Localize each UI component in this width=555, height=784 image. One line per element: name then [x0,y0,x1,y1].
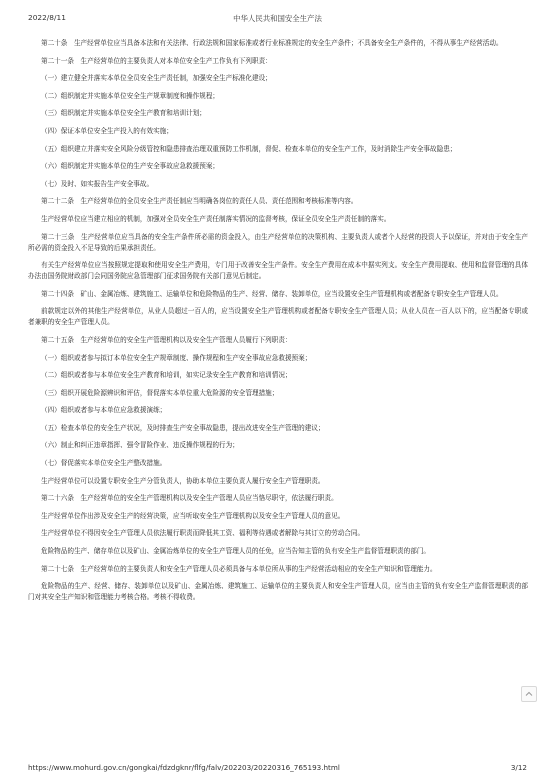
paragraph: （七）督促落实本单位安全生产整改措施。 [41,459,167,468]
source-url: https://www.mohurd.gov.cn/gongkai/fdzdgknr/flfg/falv/202203/20220316_765193.html [28,763,340,772]
paragraph: 生产经营单位不得因安全生产管理人员依法履行职责而降低其工资、福利等待遇或者解除与其订立的劳动合同。 [41,529,365,538]
scroll-to-top-button[interactable] [521,686,537,702]
paragraph: 前款规定以外的其他生产经营单位，从业人员超过一百人的，应当设置安全生产管理机构或者配备专职安全生产管理人员；从业人员在一百人以下的，应当配备专职或者兼职的安全生产管理人员。 [28,307,528,327]
paragraph: 第二十七条 生产经营单位的主要负责人和安全生产管理人员必须具备与本单位所从事的生产经营活动相应的安全生产知识和管理能力。 [41,564,437,573]
paragraph: 危险物品的生产、经营、储存、装卸单位以及矿山、金属冶炼、建筑施工、运输单位的主要负责人和安全生产管理人员，应当由主管的负有安全生产监督管理职责的部门对其安全生产知识和管理能力考核合格。考核不得收费。 [28,582,528,602]
paragraph: （五）检查本单位的安全生产状况，及时排查生产安全事故隐患，提出改进安全生产管理的建议； [41,423,325,432]
paragraph: 第二十四条 矿山、金属冶炼、建筑施工、运输单位和危险物品的生产、经营、储存、装卸单位，应当设置安全生产管理机构或者配备专职安全生产管理人员。 [41,289,503,298]
paragraph: 第二十五条 生产经营单位的安全生产管理机构以及安全生产管理人员履行下列职责： [41,335,292,344]
paragraph: （七）及时、如实报告生产安全事故。 [41,179,154,188]
paragraph: 第二十三条 生产经营单位应当具备的安全生产条件所必需的资金投入，由生产经营单位的决策机构、主要负责人或者个人经营的投资人予以保证，并对由于安全生产所必需的资金投入不足导致的后果承担责任。 [28,232,528,252]
page-header [28,13,527,25]
paragraph: （六）制止和纠正违章指挥、强令冒险作业、违反操作规程的行为； [41,441,239,450]
paragraph: 第二十条 生产经营单位应当具备本法和有关法律、行政法规和国家标准或者行业标准规定的安全生产条件；不具备安全生产条件的，不得从事生产经营活动。 [41,39,503,47]
page-footer [28,763,527,775]
paragraph: （五）组织建立并落实安全风险分级管控和隐患排查治理双重预防工作机制，督促、检查本单位的安全生产工作，及时消除生产安全事故隐患； [41,144,457,153]
page-title: 中华人民共和国安全生产法 [233,14,322,23]
paragraph: （四）保证本单位安全生产投入的有效实施； [41,126,173,135]
paragraph: 有关生产经营单位应当按照规定提取和使用安全生产费用，专门用于改善安全生产条件。安全生产费用在成本中据实列支。安全生产费用提取、使用和监督管理的具体办法由国务院财政部门会同国务院应急管理部门征求国务院有关部门意见后制定。 [28,261,528,281]
paragraph: （三）组织制定并实施本单位安全生产教育和培训计划； [41,109,206,118]
paragraph: 第二十六条 生产经营单位的安全生产管理机构以及安全生产管理人员应当恪尽职守，依法履行职责。 [41,494,338,503]
paragraph: （二）组织制定并实施本单位安全生产规章制度和操作规程； [41,91,220,100]
chevron-up-icon [522,687,536,701]
paragraph: （三）组织开展危险源辨识和评估，督促落实本单位重大危险源的安全管理措施； [41,388,279,397]
paragraph: 第二十二条 生产经营单位的全员安全生产责任制应当明确各岗位的责任人员、责任范围和考核标准等内容。 [41,197,358,206]
paragraph: 第二十一条 生产经营单位的主要负责人对本单位安全生产工作负有下列职责： [41,56,272,65]
paragraph: （四）组织或者参与本单位应急救援演练； [41,406,167,415]
paragraph: 生产经营单位可以设置专职安全生产分管负责人，协助本单位主要负责人履行安全生产管理职责。 [41,476,325,485]
print-date: 2022/8/11 [28,13,66,22]
paragraph: 危险物品的生产、储存单位以及矿山、金属冶炼单位的安全生产管理人员的任免，应当告知主管的负有安全生产监督管理职责的部门。 [41,547,431,556]
page-number: 3/12 [510,763,527,772]
paragraph: （二）组织或者参与本单位安全生产教育和培训，如实记录安全生产教育和培训情况； [41,371,292,380]
paragraph: （六）组织制定并实施本单位的生产安全事故应急救援预案； [41,162,220,171]
law-text-body [28,38,528,603]
paragraph: （一）组织或者参与拟订本单位安全生产规章制度、操作规程和生产安全事故应急救援预案； [41,353,312,362]
paragraph: 生产经营单位应当建立相应的机制，加强对全员安全生产责任制落实情况的监督考核，保证全员安全生产责任制的落实。 [41,214,391,223]
paragraph: 生产经营单位作出涉及安全生产的经营决策，应当听取安全生产管理机构以及安全生产管理人员的意见。 [41,511,345,520]
paragraph: （一）建立健全并落实本单位全员安全生产责任制，加强安全生产标准化建设； [41,74,272,83]
